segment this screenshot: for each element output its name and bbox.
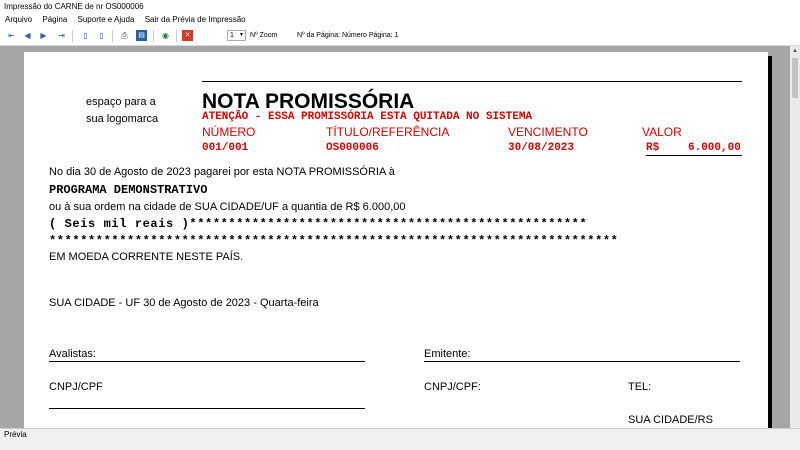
cnpj-left-label: CNPJ/CPF bbox=[49, 381, 103, 393]
value-currency: R$ bbox=[646, 142, 660, 154]
currency-line: EM MOEDA CORRENTE NESTE PAÍS. bbox=[49, 251, 244, 263]
place-and-date: SUA CIDADE - UF 30 de Agosto de 2023 - Quarta-feira bbox=[49, 297, 319, 309]
toolbar bbox=[0, 26, 800, 46]
menu-suporte[interactable]: Suporte e Ajuda bbox=[77, 15, 135, 24]
next-page-icon[interactable]: ▶ bbox=[40, 31, 47, 40]
header-numero: NÚMERO bbox=[202, 125, 256, 139]
window-title: Impressão do CARNE de nr OS000006 bbox=[0, 0, 800, 14]
chevron-down-icon: ▼ bbox=[239, 32, 244, 38]
cnpj-right-label: CNPJ/CPF: bbox=[424, 381, 481, 393]
page-number-label: Nº da Página: Número Página: 1 bbox=[297, 32, 399, 39]
amount-in-words: ( Seis mil reais )*************************************************** bbox=[49, 217, 588, 231]
export-excel-icon[interactable]: ◉ bbox=[162, 31, 169, 40]
toolbar-separator bbox=[153, 30, 154, 42]
promise-text-line1: No dia 30 de Agosto de 2023 pagarei por esta NOTA PROMISSÓRIA à bbox=[49, 166, 395, 178]
header-titulo: TÍTULO/REFERÊNCIA bbox=[326, 125, 450, 139]
last-page-icon[interactable]: ⇥ bbox=[58, 31, 65, 40]
vertical-scrollbar[interactable] bbox=[790, 46, 800, 428]
toolbar-separator bbox=[176, 30, 177, 42]
paid-warning: ATENÇÃO - ESSA PROMISSÓRIA ESTA QUITADA NO SISTEMA bbox=[202, 111, 533, 123]
prev-page-icon[interactable]: ◀ bbox=[24, 31, 31, 40]
promise-text-line3: ou à sua ordem na cidade de SUA CIDADE/UF a quantia de R$ 6.000,00 bbox=[49, 201, 406, 213]
header-vencimento: VENCIMENTO bbox=[508, 125, 588, 139]
header-valor: VALOR bbox=[642, 125, 682, 139]
avalistas-line bbox=[49, 361, 365, 362]
one-page-icon[interactable]: ▯ bbox=[83, 31, 88, 40]
emitente-line bbox=[424, 361, 740, 362]
menu-sair[interactable]: Sair da Prévia de Impressão bbox=[144, 15, 246, 24]
emitente-label: Emitente: bbox=[424, 348, 471, 360]
status-bar: Prévia bbox=[0, 428, 800, 450]
top-rule bbox=[202, 81, 742, 82]
city-label: SUA CIDADE/RS bbox=[628, 414, 713, 426]
menu-pagina[interactable]: Página bbox=[42, 15, 68, 24]
toolbar-separator bbox=[112, 30, 113, 42]
tel-label: TEL: bbox=[628, 381, 652, 393]
zoom-label: Nº Zoom bbox=[250, 32, 278, 39]
document-page bbox=[24, 52, 768, 428]
scrollbar-thumb[interactable] bbox=[792, 58, 798, 98]
document-title: NOTA PROMISSÓRIA bbox=[202, 90, 415, 113]
value-numero: 001/001 bbox=[202, 142, 249, 154]
avalistas-label: Avalistas: bbox=[49, 348, 96, 360]
page-setup-icon[interactable]: ▤ bbox=[136, 30, 147, 41]
value-titulo: OS000006 bbox=[326, 142, 379, 154]
first-page-icon[interactable]: ⇤ bbox=[8, 31, 15, 40]
close-icon[interactable]: ✕ bbox=[182, 30, 193, 41]
logo-placeholder-line1: espaço para a bbox=[86, 96, 156, 108]
print-icon[interactable]: ⎙ bbox=[121, 31, 128, 40]
preview-area[interactable] bbox=[0, 46, 790, 428]
amount-underline bbox=[646, 155, 742, 156]
scroll-up-icon[interactable]: ▲ bbox=[792, 48, 798, 54]
toolbar-separator bbox=[72, 30, 73, 42]
value-vencimento: 30/08/2023 bbox=[508, 142, 575, 154]
zoom-value: 1 bbox=[230, 32, 234, 39]
signature-line bbox=[49, 408, 365, 409]
payee-name: PROGRAMA DEMONSTRATIVO bbox=[49, 183, 208, 197]
zoom-select[interactable] bbox=[227, 30, 246, 41]
logo-placeholder-line2: sua logomarca bbox=[86, 113, 159, 125]
asterisk-fill-line: ************************************************************************* bbox=[49, 234, 619, 248]
menu-arquivo[interactable]: Arquivo bbox=[5, 15, 33, 24]
two-pages-icon[interactable]: ▯ bbox=[99, 31, 104, 40]
menu-bar bbox=[0, 14, 800, 26]
value-amount: 6.000,00 bbox=[688, 142, 741, 154]
